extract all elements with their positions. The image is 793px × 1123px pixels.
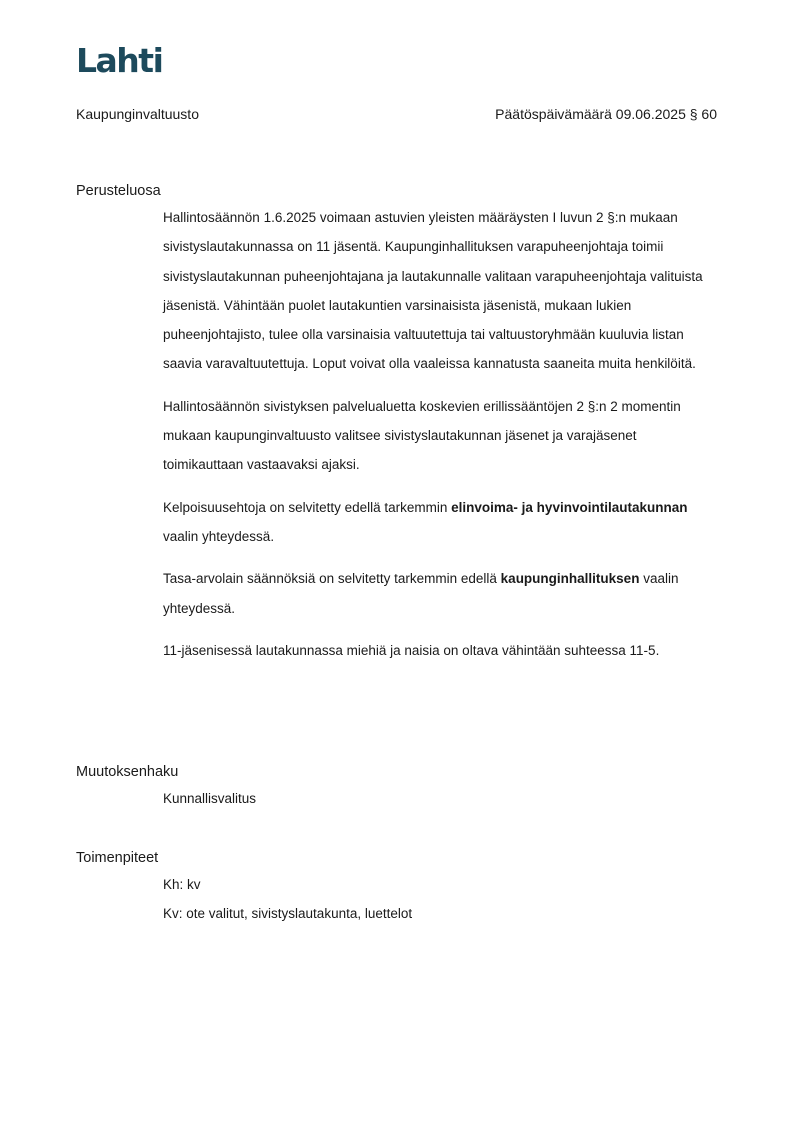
decision-date: Päätöspäivämäärä 09.06.2025 § 60 <box>495 106 717 122</box>
paragraph-2: Hallintosäännön sivistyksen palvelualuetta koskevien erillissääntöjen 2 §:n 2 momentin mukaan kaupunginvaltuusto valitsee sivistyslautakunnan jäsenet ja varajäsenet toimikauttaan vastaavaksi ajaksi. <box>163 398 681 473</box>
paragraph-4-bold: kaupunginhallituksen <box>500 571 640 587</box>
perusteluosa-body <box>163 203 708 678</box>
paragraph-1: Hallintosäännön 1.6.2025 voimaan astuvien yleisten määräysten I luvun 2 §:n mukaan sivistyslautakunnassa on 11 jäsentä. Kaupunginhallituksen varapuheenjohtaja toimii sivistyslautakunnan puheenjohtajana ja lautakunnalle valitaan varapuheenjohtaja valituista jäsenistä. Vähintään puolet lautakuntien varsinaisista jäsenistä, mukaan lukien puheenjohtajisto, tulee olla varsinaisia valtuutettuja tai valtuustoryhmään kuuluvia listan saavia varavaltuutettuja. Loput voivat olla vaaleissa kannatusta saaneita muita henkilöitä. <box>163 210 703 372</box>
paragraph-4 <box>163 564 708 623</box>
toimenpiteet-line-2: Kv: ote valitut, sivistyslautakunta, luettelot <box>163 906 413 921</box>
section-title-toimenpiteet: Toimenpiteet <box>76 850 159 866</box>
muutoksenhaku-text: Kunnallisvalitus <box>163 791 257 806</box>
paragraph-3 <box>163 493 708 552</box>
section-title-perusteluosa: Perusteluosa <box>76 183 161 199</box>
decision-body: Kaupunginvaltuusto <box>76 106 199 122</box>
lahti-logo: Lahti <box>76 41 163 80</box>
section-title-muutoksenhaku: Muutoksenhaku <box>76 764 179 780</box>
toimenpiteet-line-1: Kh: kv <box>163 877 201 892</box>
paragraph-3-tail: vaalin yhteydessä. <box>163 528 275 544</box>
paragraph-4-tail: vaalin yhteydessä. <box>163 571 679 616</box>
paragraph-4-text: Tasa-arvolain säännöksiä on selvitetty tarkemmin edellä <box>163 571 501 587</box>
paragraph-3-bold: elinvoima- ja hyvinvointilautakunnan <box>451 499 688 515</box>
paragraph-3-text: Kelpoisuusehtoja on selvitetty edellä tarkemmin <box>163 499 452 515</box>
paragraph-5: 11-jäsenisessä lautakunnassa miehiä ja naisia on oltava vähintään suhteessa 11-5. <box>163 642 660 658</box>
